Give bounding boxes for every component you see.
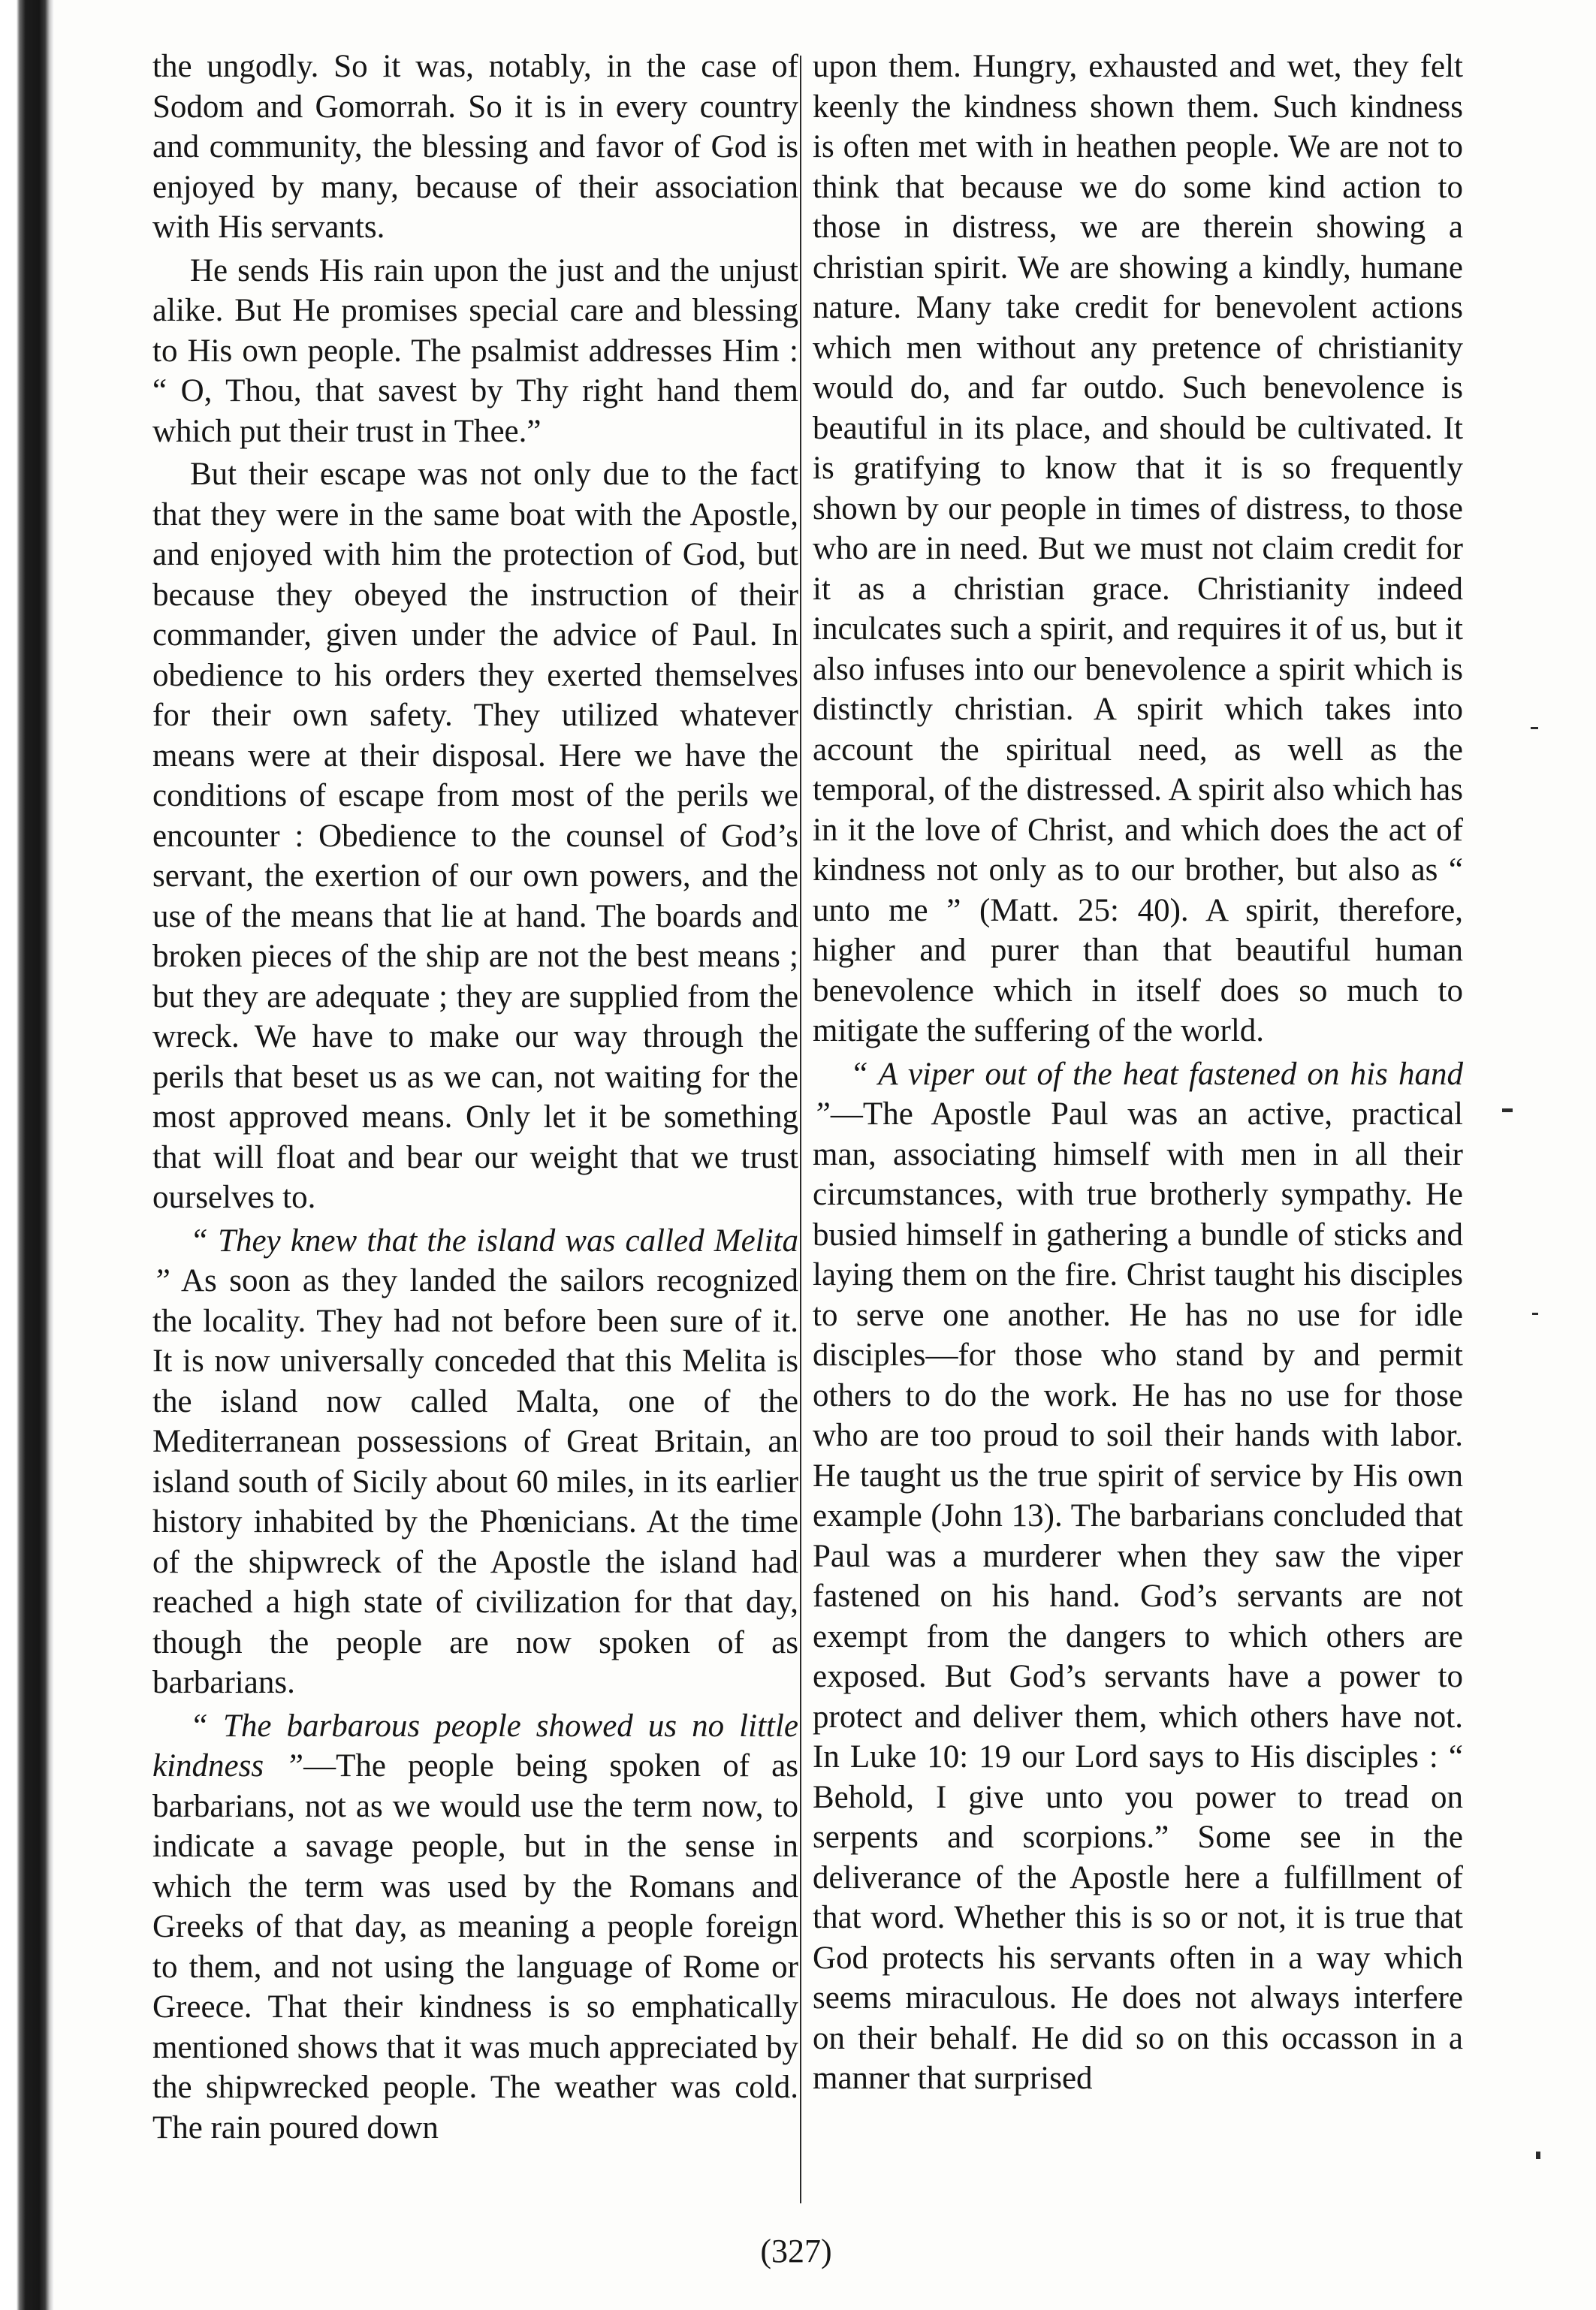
- paragraph: [813, 47, 1463, 1051]
- scan-speck: [1532, 1313, 1538, 1315]
- right-column: [813, 47, 1463, 2099]
- scan-speck: [1502, 1108, 1513, 1112]
- paragraph-text: But their escape was not only due to the fact that they were in the same boat with the Apostle, and enjoyed with him the protection of God, but because they obeyed the instruction of their commander, given under the advice of Paul. In obedience to his orders they exerted themselves for their own safety. They utilized whatever means were at their disposal. Here we have the conditions of escape from most of the perils we encounter : Obedience to the counsel of God’s servant, the exertion of our own powers, and the use of the means that lie at hand. The boards and broken pieces of the ship are not the best means ; but they are adequate ; they are supplied from the wreck. We have to make our way through the perils that beset us as we can, not waiting for the most approved means. Only let it be something that will float and bear our weight that we trust ourselves to.: [152, 457, 798, 1215]
- paragraph-lead: “ A viper out of the heat fastened on his hand ”: [813, 1056, 1463, 1132]
- binding-shadow: [0, 0, 54, 2310]
- paragraph-text: upon them. Hungry, exhausted and wet, they felt keenly the kindness shown them. Such kindness is often met with in heathen people. We are not to think that because we do some kind action to those in distress, we are therein showing a christian spirit. We are showing a kindly, humane nature. Many take credit for benevolent actions which men without any pretence of christianity would do, and far outdo. Such benevolence is beautiful in its place, and should be cultivated. It is gratifying to know that it is so frequently shown by our people in times of distress, to those who are in need. But we must not claim credit for it as a christian grace. Christianity indeed inculcates such a spirit, and requires it of us, but it also infuses into our benevolence a spirit which is distinctly christian. A spirit which takes into account the spiritual need, as well as the temporal, of the distressed. A spirit also which has in it the love of Christ, and which does the act of kindness not only as to our brother, but also as “ unto me ” (Matt. 25: 40). A spirit, therefore, higher and purer than that beautiful human benevolence which in itself does so much to mitigate the suffering of the world.: [813, 49, 1463, 1048]
- column-divider: [800, 56, 801, 2203]
- scan-speck: [1531, 727, 1538, 729]
- paragraph: [152, 251, 798, 452]
- left-column: [152, 47, 798, 2148]
- page-number: (327): [760, 2233, 832, 2269]
- paragraph-text: the ungodly. So it was, notably, in the case of Sodom and Gomorrah. So it is in every country and community, the blessing and favor of God is enjoyed by many, because of their association with His servants.: [152, 49, 798, 245]
- paragraph-text: As soon as they landed the sailors recognized the locality. They had not before been sure of it. It is now universally conceded that this Melita is the island now called Malta, one of the Mediterranean possessions of Great Britain, an island south of Sicily about 60 miles, in its earlier history inhabited by the Phœnicians. At the time of the shipwreck of the Apostle the island had reached a high state of civilization for that day, though the people are now spoken of as barbarians.: [152, 1263, 798, 1700]
- paragraph: [152, 454, 798, 1218]
- paragraph-text: —The Apostle Paul was an active, practical man, associating himself with men in all their circumstances, with true brotherly sympathy. He busied himself in gathering a bundle of sticks and laying them on the fire. Christ taught his disciples to serve one another. He has no use for idle disciples—for those who stand by and permit others to do the work. He has no use for those who are too proud to soil their hands with labor. He taught us the true spirit of service by His own example (John 13). The barbarians concluded that Paul was a murderer when they saw the viper fastened on his hand. God’s servants are not exempt from the dangers to which others are exposed. But God’s servants have a power to protect and deliver them, which others have not. In Luke 10: 19 our Lord says to His disciples : “ Behold, I give unto you power to tread on serpents and scorpions.” Some see in the deliverance of the Apostle here a fulfillment of that word. Whether this is so or not, it is true that God protects his servants often in a way which seems miraculous. He does not always interfere on their behalf. He did so on this occasson in a manner that surprised: [813, 1096, 1463, 2096]
- paragraph-lead: “ The barbarous people showed us no little kindness ”: [152, 1708, 798, 1784]
- paragraph: [152, 1706, 798, 2149]
- paragraph: [813, 1054, 1463, 2099]
- paragraph: [152, 1221, 798, 1703]
- paragraph: [152, 47, 798, 248]
- paragraph-text: —The people being spoken of as barbarians, not as we would use the term now, to indicate a savage people, but in the sense in which the term was used by the Romans and Greeks of that day, as meaning a people foreign to them, and not using the language of Rome or Greece. That their kindness is so emphatically mentioned shows that it was much appreciated by the shipwrecked people. The weather was cold. The rain poured down: [152, 1748, 798, 2146]
- paragraph-text: He sends His rain upon the just and the unjust alike. But He promises special care and blessing to His own people. The psalmist addresses Him : “ O, Thou, that savest by Thy right hand them which put their trust in Thee.”: [152, 252, 798, 449]
- scan-speck: [1536, 2152, 1540, 2159]
- paragraph-lead: “ They knew that the island was called Melita ”: [152, 1223, 798, 1298]
